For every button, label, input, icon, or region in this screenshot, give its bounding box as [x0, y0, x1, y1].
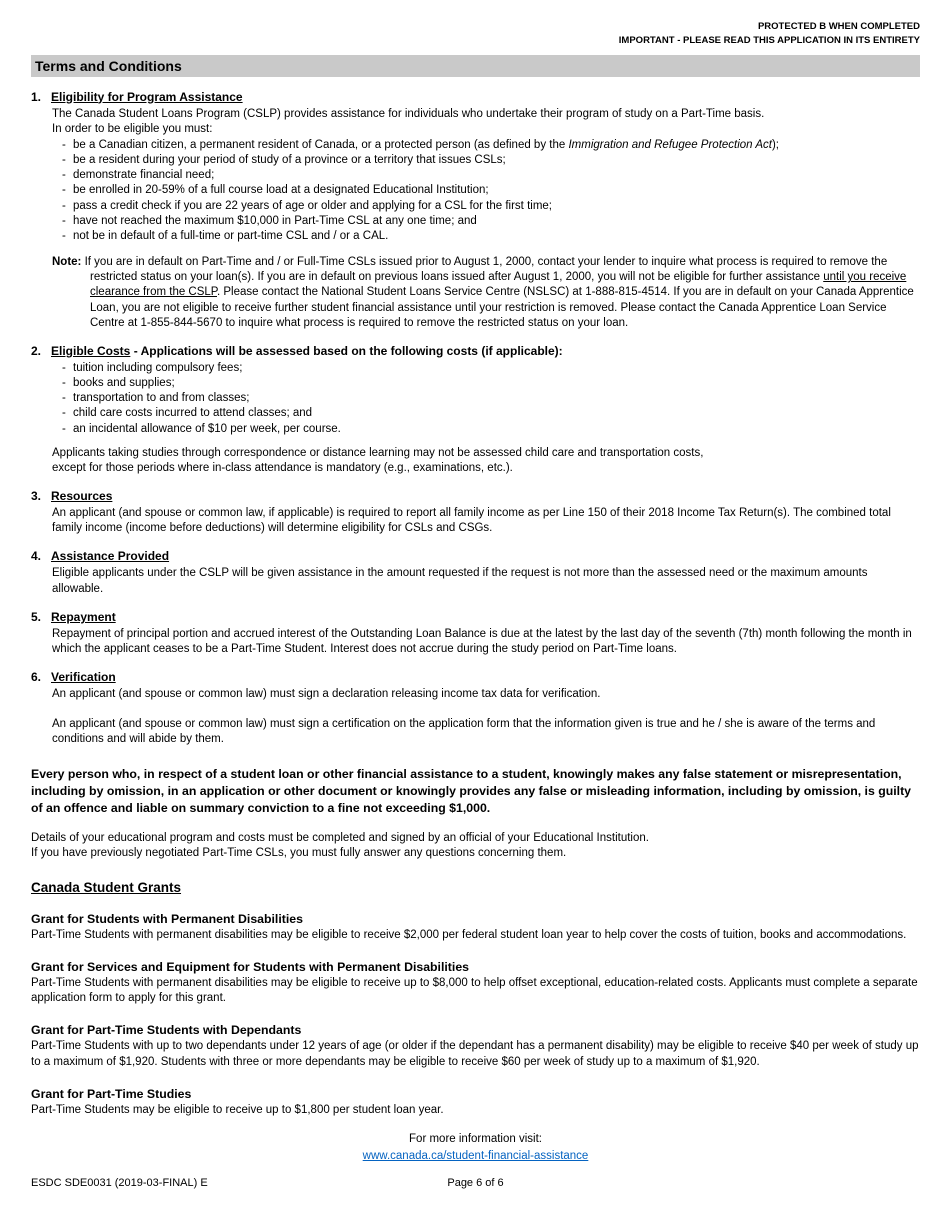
grant-title: Grant for Services and Equipment for Students with Permanent Disabilities: [31, 959, 469, 974]
list-item-text: - have not reached the maximum $10,000 in Part-Time CSL at any one time; and: [73, 214, 477, 227]
more-info-lead: For more information visit:: [409, 1133, 542, 1146]
list-item-text: - transportation to and from classes;: [73, 392, 250, 405]
section-heading-text: Resources: [51, 489, 113, 504]
details-line-1: Details of your educational program and costs must be completed and signed by an official of your Educational Institution.: [31, 831, 649, 844]
section-number: 2.: [31, 343, 42, 358]
section-resources: [31, 489, 920, 536]
eligibility-bullet-list: [52, 138, 920, 244]
list-item: [62, 229, 920, 244]
grant-item: [31, 1087, 920, 1118]
list-item-text: - tuition including compulsory fees;: [73, 361, 243, 374]
section-body: [52, 506, 920, 536]
repayment-paragraph: Repayment of principal portion and accrued interest of the Outstanding Loan Balance is due at the latest by the last day of the seventh (7th) month following the month in which the applicant ceases to be a Part-Time Student. Interest does not accrue during the study period on Part-Time loans.: [52, 627, 912, 655]
section-body: [52, 627, 920, 657]
verification-paragraph-2: An applicant (and spouse or common law) must sign a certification on the application form that the information given is true and he / she is aware of the terms and conditions and will abide by them.: [52, 718, 876, 746]
list-item: [62, 138, 920, 153]
section-heading: [31, 489, 920, 503]
list-item: [62, 199, 920, 214]
list-item-text: - an incidental allowance of $10 per week, per course.: [73, 422, 341, 435]
section-number: 1.: [31, 89, 42, 104]
assistance-provided-paragraph: Eligible applicants under the CSLP will be given assistance in the amount requested if the request is not more than the assessed need or the maximum amounts allowable.: [52, 567, 868, 595]
section-heading: [31, 670, 920, 684]
list-item: [62, 183, 920, 198]
list-item-text: - not be in default of a full-time or part-time CSL and / or a CAL.: [73, 229, 389, 242]
protected-b-notice: PROTECTED B WHEN COMPLETED: [757, 21, 920, 32]
list-item-text: - demonstrate financial need;: [73, 169, 215, 182]
section-heading-suffix: - Applications will be assessed based on the following costs (if applicable):: [130, 343, 563, 358]
section-heading-text: Eligible Costs: [51, 343, 131, 358]
section-heading: [31, 90, 920, 104]
section-heading-text: Verification: [51, 670, 116, 685]
section-heading-text: Eligibility for Program Assistance: [51, 89, 243, 104]
section-number: 4.: [31, 549, 42, 564]
list-item-text: - books and supplies;: [73, 377, 175, 390]
grant-title: Grant for Part-Time Students with Dependants: [31, 1023, 302, 1038]
list-item-text: - pass a credit check if you are 22 years of age or older and applying for a CSL for the first time;: [73, 199, 552, 212]
grant-body: Part-Time Students with permanent disabilities may be eligible to receive $2,000 per federal student loan year to help cover the costs of tuition, books and accommodations.: [31, 928, 907, 941]
note-text: If you are in default on Part-Time and / or Full-Time CSLs issued prior to August 1, 2000, contact your lender to inquire what process is required to remove the restricted status on your loan(s). If you are in default on previous loans issued after August 1, 2000, you will not be eligible for further assistance until you receive clearance from the CSLP. Please contact the National Student Loans Service Centre (NSLSC) at 1-888-815-4514. If you are in default on your Canada Apprentice Loan, you are not eligible to receive further student financial assistance until your restriction is removed. Please contact the Canada Apprentice Loan Service Centre at 1-855-844-5670 to inquire what process is required to remove the restricted status on your loan.: [84, 256, 914, 329]
grant-body: Part-Time Students may be eligible to receive up to $1,800 per student loan year.: [31, 1104, 444, 1116]
section-verification: [31, 670, 920, 748]
section-body: [52, 361, 920, 476]
section-heading-text: Repayment: [51, 609, 116, 624]
header-notices: [31, 20, 920, 49]
note-underlined-text: until you receive clearance from the CSLP: [90, 271, 907, 299]
eligibility-requirements-lead: In order to be eligible you must:: [52, 122, 213, 135]
correspondence-paragraph: Applicants taking studies through correspondence or distance learning may not be assessed child care and transportation costs, except for those periods where in-class attendance is mandatory (e.g., examinations, etc.).: [52, 446, 704, 474]
canada-student-grants-heading: Canada Student Grants: [31, 879, 182, 895]
section-eligibility: [31, 90, 920, 331]
list-item-text: - be a resident during your period of study of a province or a territory that issues CSLs;: [73, 154, 506, 167]
grant-title: Grant for Part-Time Studies: [31, 1087, 192, 1101]
section-number: 3.: [31, 489, 42, 504]
list-item: [62, 422, 920, 437]
section-assistance-provided: [31, 549, 920, 596]
form-id: ESDC SDE0031 (2019-03-FINAL) E: [31, 1176, 208, 1189]
list-item: [62, 153, 920, 168]
list-item: [62, 361, 920, 376]
list-item: [62, 168, 920, 183]
section-number: 5.: [31, 609, 42, 624]
list-item-text: - be enrolled in 20-59% of a full course load at a designated Educational Institution;: [73, 184, 489, 197]
section-body: [52, 687, 920, 748]
verification-paragraph-1: An applicant (and spouse or common law) must sign a declaration releasing income tax data for verification.: [52, 688, 601, 701]
important-notice: IMPORTANT - PLEASE READ THIS APPLICATION IN ITS ENTIRETY: [618, 35, 920, 47]
act-name-italic: Immigration and Refugee Protection Act: [568, 138, 772, 151]
list-item: [62, 406, 920, 421]
section-repayment: [31, 610, 920, 657]
list-item: [62, 214, 920, 229]
list-item-text: - child care costs incurred to attend classes; and: [73, 407, 313, 420]
section-heading: [31, 610, 920, 624]
note-label: Note:: [52, 256, 82, 269]
grant-item: [31, 1023, 920, 1070]
eligibility-intro: The Canada Student Loans Program (CSLP) provides assistance for individuals who undertake their program of study on a Part-Time basis.: [52, 107, 765, 120]
section-heading-text: Assistance Provided: [51, 549, 170, 564]
details-paragraphs: [31, 831, 920, 862]
default-note: [52, 255, 920, 331]
section-number: 6.: [31, 670, 42, 685]
section-heading: [31, 344, 920, 358]
details-line-2: If you have previously negotiated Part-Time CSLs, you must fully answer any questions concerning them.: [31, 847, 567, 860]
page-number: Page 6 of 6: [447, 1176, 504, 1189]
section-body: [52, 107, 920, 331]
resources-paragraph: An applicant (and spouse or common law, if applicable) is required to report all family income as per Line 150 of their 2018 Income Tax Return(s). The combined total family income (income before deductions) will determine eligibility for CSLs and CSGs.: [52, 507, 891, 535]
eligible-costs-bullet-list: [52, 361, 920, 437]
grant-body: Part-Time Students with permanent disabilities may be eligible to receive up to $8,000 to help offset exceptional, education-related costs. Applicants must complete a separate application form to apply for this grant.: [31, 976, 918, 1005]
list-item: [62, 376, 920, 391]
grant-item: [31, 912, 920, 943]
section-eligible-costs: [31, 344, 920, 476]
page-footer: [31, 1177, 920, 1189]
section-heading: [31, 549, 920, 563]
list-item-text: - be a Canadian citizen, a permanent resident of Canada, or a protected person (as defined by the Immigration and Refugee Protection Act);: [73, 138, 779, 151]
grant-item: [31, 960, 920, 1007]
grant-body: Part-Time Students with up to two dependants under 12 years of age (or older if the dependant has a permanent disability) may be eligible to receive $40 per week of study up to a maximum of $1,920. Students with three or more dependants may be eligible to receive $60 per week of study up to a maximum of $1,920.: [31, 1040, 919, 1068]
grant-title: Grant for Students with Permanent Disabilities: [31, 911, 303, 926]
page-title: Terms and Conditions: [31, 55, 920, 77]
student-financial-assistance-link[interactable]: www.canada.ca/student-financial-assistance: [362, 1149, 589, 1162]
more-info-block: [31, 1131, 920, 1164]
list-item: [62, 391, 920, 406]
false-statement-warning: Every person who, in respect of a student loan or other financial assistance to a student, knowingly makes any false statement or misrepresentation, including by omission, in an application or other document or knowingly provides any false or misleading information, including by omission, is guilty of an offence and liable on summary conviction to a fine not exceeding $1,000.: [31, 766, 912, 815]
section-body: [52, 566, 920, 596]
